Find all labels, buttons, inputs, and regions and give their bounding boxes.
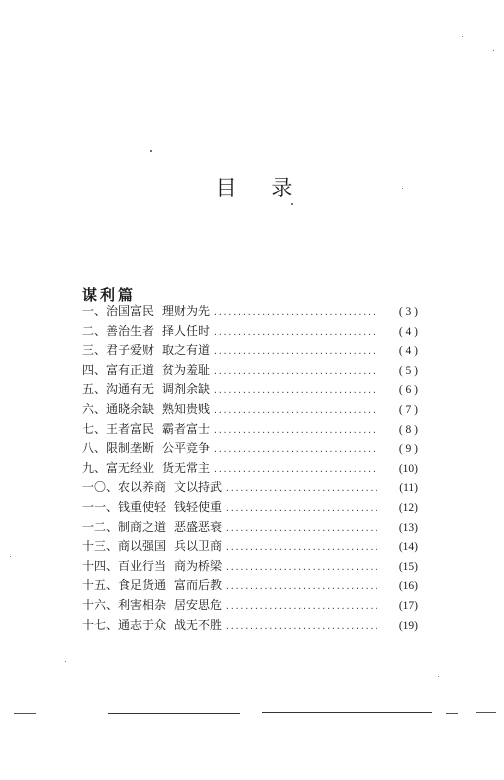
scan-speck [65, 661, 66, 662]
entry-label: 沟通有无 [106, 382, 155, 397]
entry-subtitle: 理财为先 [162, 304, 211, 318]
entry-number: 十六、 [82, 597, 119, 612]
entry-page-number: ( 7 ) [398, 403, 418, 416]
dot-leader [213, 381, 377, 401]
dot-leader [225, 617, 377, 637]
entry-subtitle: 商为桥梁 [174, 558, 223, 573]
entry-number: 三、 [82, 343, 107, 358]
entry-label: 治国富民 [106, 304, 155, 318]
scan-speck [150, 150, 152, 152]
dot-leader [225, 519, 377, 539]
entry-number: 七、 [82, 421, 107, 436]
entry-subtitle: 贫为羞耻 [162, 362, 211, 377]
toc-entry [82, 596, 418, 616]
toc-entry [82, 302, 418, 322]
dot-leader [213, 342, 377, 362]
entry-number: 一〇、 [82, 480, 119, 495]
entry-page-number: (15) [398, 560, 418, 573]
toc-entry [82, 322, 418, 342]
entry-number: 一一、 [82, 499, 119, 514]
entry-subtitle: 公平竞争 [162, 441, 211, 456]
entry-page-number: (13) [398, 521, 418, 534]
entry-label: 君子爱财 [106, 343, 155, 358]
entry-label: 百业行当 [118, 558, 167, 573]
scan-speck [462, 36, 463, 37]
entry-subtitle: 居安思危 [174, 597, 223, 612]
entry-subtitle: 钱轻使重 [174, 499, 223, 514]
dot-leader [225, 558, 377, 578]
toc-entry [82, 439, 418, 459]
dot-leader [225, 499, 377, 519]
entry-page-number: (12) [398, 501, 418, 514]
scan-edge-line [108, 713, 240, 714]
entry-page-number: (10) [398, 462, 418, 475]
entry-subtitle: 文以持武 [174, 480, 223, 495]
entry-page-number: (19) [398, 619, 418, 632]
entry-subtitle: 熟知贵贱 [162, 401, 211, 416]
entry-label: 钱重使轻 [118, 499, 167, 514]
toc-entry [82, 498, 418, 518]
entry-page-number: (17) [398, 599, 418, 612]
scan-edge-line [446, 713, 458, 714]
entry-subtitle: 取之有道 [162, 343, 211, 358]
entry-label: 农以养商 [118, 480, 167, 495]
entry-number: 十七、 [82, 617, 119, 632]
dot-leader [225, 479, 377, 499]
entry-subtitle: 恶盛恶衰 [174, 519, 223, 534]
entry-label: 富无经业 [106, 460, 155, 475]
entry-label: 制商之道 [118, 519, 167, 534]
scan-edge-line [14, 713, 36, 714]
toc-entry [82, 400, 418, 420]
entry-number: 四、 [82, 362, 107, 377]
entry-number: 十四、 [82, 558, 119, 573]
toc-entry [82, 478, 418, 498]
toc-entry [82, 537, 418, 557]
entry-page-number: ( 8 ) [398, 423, 418, 436]
entry-page-number: ( 5 ) [398, 364, 418, 377]
page-title: 目 录 [215, 176, 307, 200]
toc-entry [82, 557, 418, 577]
dot-leader [225, 538, 377, 558]
scan-speck [291, 203, 293, 205]
entry-label: 通晓余缺 [106, 401, 155, 416]
entry-label: 食足货通 [118, 578, 167, 593]
entry-page-number: (11) [399, 482, 418, 495]
dot-leader [213, 362, 377, 382]
entry-label: 王者富民 [106, 421, 155, 436]
dot-leader [213, 460, 377, 480]
entry-subtitle: 调剂余缺 [162, 382, 211, 397]
entry-number: 一二、 [82, 519, 119, 534]
entry-page-number: ( 4 ) [398, 345, 418, 358]
entry-subtitle: 霸者富士 [162, 421, 211, 436]
entry-subtitle: 兵以卫商 [174, 539, 223, 554]
toc-entry [82, 420, 418, 440]
dot-leader [225, 597, 377, 617]
scan-speck [10, 556, 11, 557]
toc-entry [82, 616, 418, 636]
entry-number: 六、 [82, 401, 107, 416]
entry-label: 利害相杂 [118, 597, 167, 612]
entry-subtitle: 货无常主 [162, 460, 211, 475]
entry-subtitle: 择人任时 [162, 323, 211, 338]
entry-number: 十五、 [82, 578, 119, 593]
entry-page-number: (14) [398, 541, 418, 554]
entry-subtitle: 富而后教 [174, 578, 223, 593]
scan-speck [402, 188, 403, 189]
entry-page-number: ( 3 ) [398, 306, 418, 318]
scan-speck [438, 676, 439, 677]
entry-page-number: (16) [398, 580, 418, 593]
toc-list [82, 302, 418, 635]
toc-entry [82, 518, 418, 538]
toc-entry [82, 576, 418, 596]
entry-label: 限制垄断 [106, 441, 155, 456]
entry-number: 一、 [82, 304, 107, 318]
entry-page-number: ( 4 ) [398, 325, 418, 338]
entry-number: 十三、 [82, 539, 119, 554]
dot-leader [213, 323, 377, 343]
scan-edge-line [476, 712, 496, 713]
dot-leader [213, 401, 377, 421]
entry-page-number: ( 6 ) [398, 384, 418, 397]
dot-leader [225, 577, 377, 597]
entry-label: 富有正道 [106, 362, 155, 377]
dot-leader [213, 440, 377, 460]
entry-page-number: ( 9 ) [398, 443, 418, 456]
scan-speck [493, 50, 494, 51]
entry-subtitle: 战无不胜 [174, 617, 223, 632]
scan-edge-line [262, 712, 432, 713]
toc-entry [82, 341, 418, 361]
entry-number: 五、 [82, 382, 107, 397]
entry-label: 通志于众 [118, 617, 167, 632]
toc-entry [82, 380, 418, 400]
dot-leader [213, 303, 377, 323]
entry-number: 八、 [82, 441, 107, 456]
section-heading: 谋利篇 [82, 286, 137, 304]
entry-label: 商以强国 [118, 539, 167, 554]
entry-number: 九、 [82, 460, 107, 475]
toc-entry [82, 361, 418, 381]
dot-leader [213, 421, 377, 441]
entry-label: 善治生者 [106, 323, 155, 338]
toc-entry [82, 459, 418, 479]
entry-number: 二、 [82, 323, 107, 338]
